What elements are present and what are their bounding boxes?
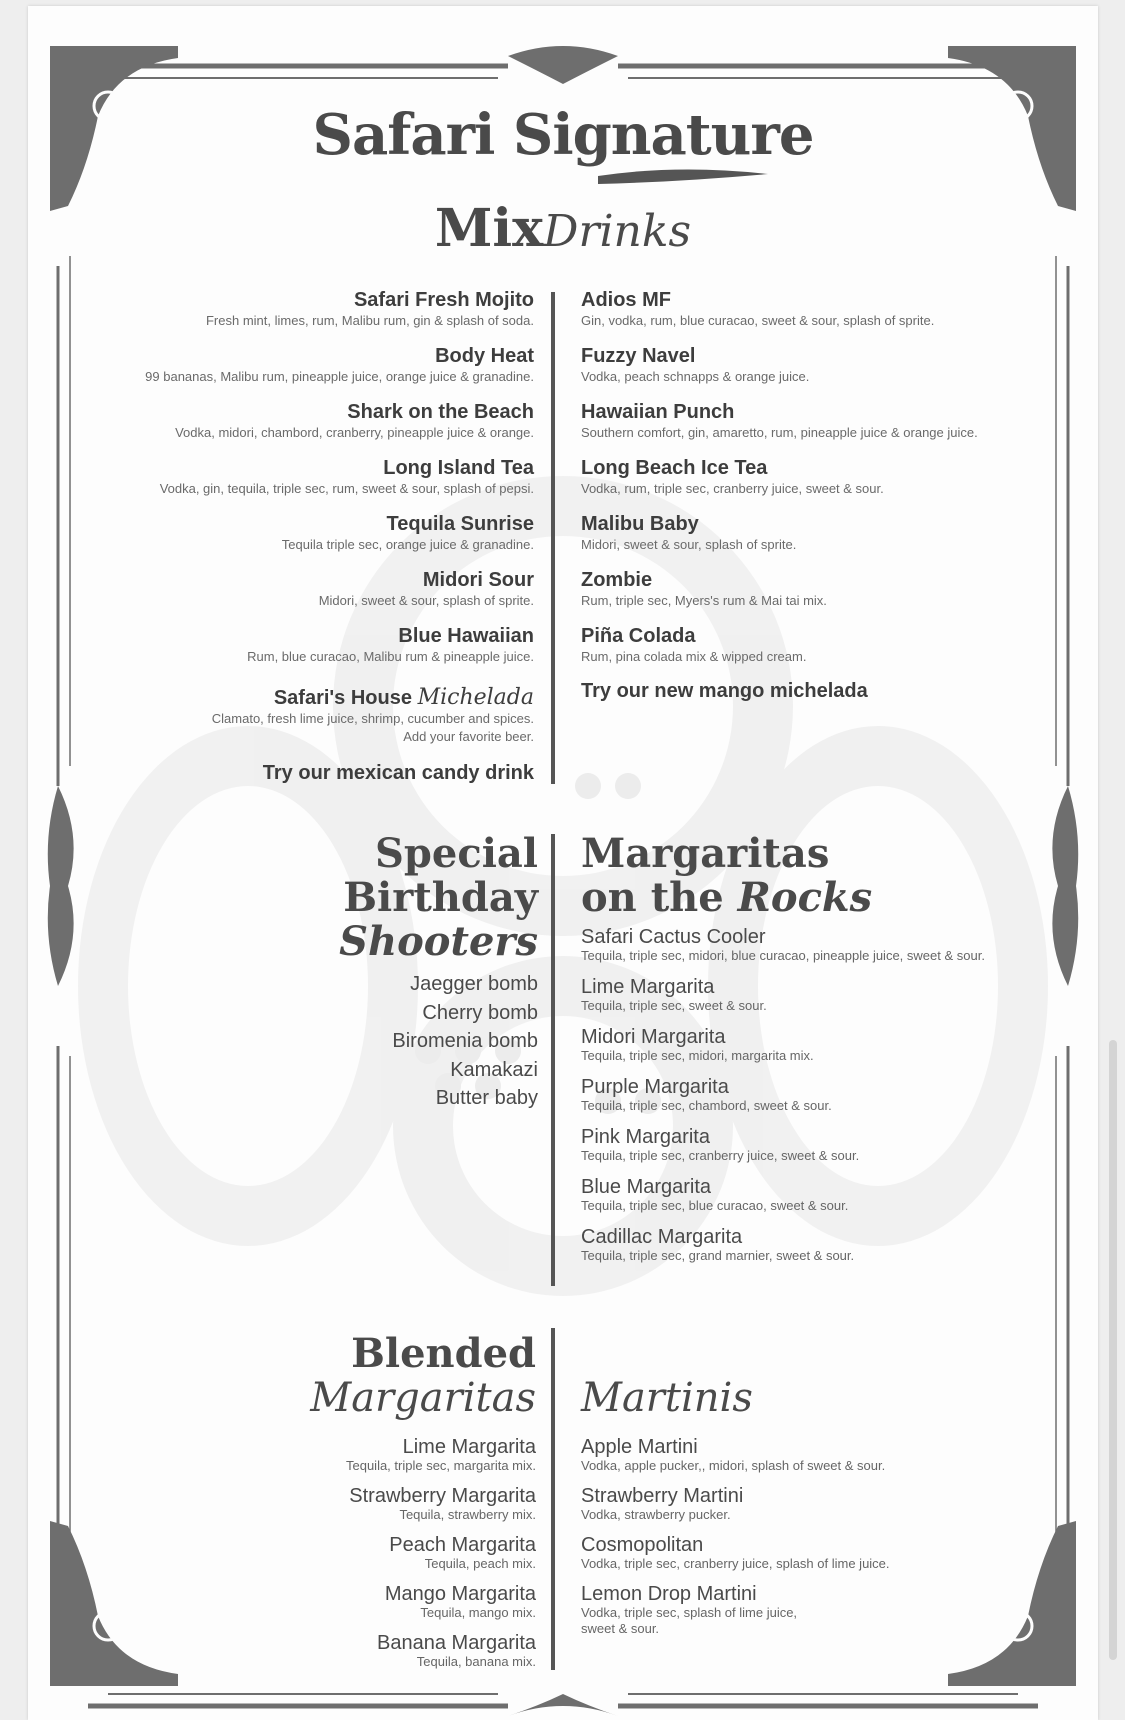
- drink-description: Tequila triple sec, orange juice & granadine.: [281, 537, 534, 552]
- menu-title: Safari Signature: [312, 102, 814, 168]
- drink-name: Lime Margarita: [402, 1436, 536, 1458]
- drink-name: Cadillac Margarita: [581, 1226, 743, 1248]
- blended-script-word: Margaritas: [310, 1375, 536, 1421]
- list-item: [68, 288, 534, 330]
- blended-heading: Blended: [351, 1330, 536, 1377]
- list-item: [581, 1534, 1051, 1572]
- drink-name: [68, 686, 534, 710]
- drink-description: Rum, blue curacao, Malibu rum & pineapple juice.: [247, 649, 534, 664]
- drink-name: Malibu Baby: [581, 513, 699, 535]
- rocks-heading-line1: Margaritas: [581, 830, 830, 877]
- drink-name: Apple Martini: [581, 1436, 698, 1458]
- drink-description: Tequila, strawberry mix.: [399, 1507, 536, 1522]
- martinis-script-heading: Martinis: [581, 1375, 753, 1421]
- section-title-mix-drinks: [28, 198, 1098, 259]
- drink-name: Safari Cactus Cooler: [581, 926, 766, 948]
- list-item: [581, 1026, 1071, 1064]
- list-item: [581, 400, 1061, 442]
- list-item: [68, 456, 534, 498]
- mango-michelada-callout: Try our new mango michelada: [581, 680, 868, 702]
- list-item: [581, 344, 1061, 386]
- list-item: [581, 1076, 1071, 1114]
- drink-description: Tequila, triple sec, cranberry juice, sweet & sour.: [581, 1148, 860, 1163]
- list-item: [581, 1176, 1071, 1214]
- shooters-heading-line2: [148, 876, 538, 964]
- rocks-section: [581, 832, 1071, 1276]
- drink-description: Tequila, mango mix.: [420, 1605, 536, 1620]
- drink-name: Blue Margarita: [581, 1176, 712, 1198]
- drink-name: Long Island Tea: [383, 457, 534, 479]
- drink-description: Vodka, rum, triple sec, cranberry juice, sweet & sour.: [581, 481, 884, 496]
- list-item: [148, 1583, 536, 1621]
- list-item: Butter baby: [435, 1087, 538, 1109]
- drink-description: Midori, sweet & sour, splash of sprite.: [318, 593, 534, 608]
- shooters-section: [148, 832, 538, 1113]
- drink-name: Shark on the Beach: [347, 401, 534, 423]
- drink-description: Rum, triple sec, Myers's rum & Mai tai mix.: [581, 593, 827, 608]
- drink-name: Purple Margarita: [581, 1076, 729, 1098]
- menu-page: [28, 6, 1098, 1720]
- mexican-candy-drink-callout: Try our mexican candy drink: [262, 762, 534, 784]
- list-item: [148, 1632, 536, 1670]
- drink-name: Midori Margarita: [581, 1026, 726, 1048]
- drink-name: Blue Hawaiian: [398, 625, 534, 647]
- drink-name: Tequila Sunrise: [386, 513, 534, 535]
- shooters-script-word: Shooters: [339, 918, 538, 965]
- mix-drinks-right-column: [581, 288, 1061, 703]
- list-item: [581, 1226, 1071, 1264]
- drink-description-line2: Add your favorite beer.: [403, 729, 534, 744]
- drink-description: Vodka, triple sec, cranberry juice, splash of lime juice.: [581, 1556, 890, 1571]
- list-item: [68, 512, 534, 554]
- list-item: [581, 624, 1061, 666]
- house-michelada-item: [68, 686, 534, 746]
- drink-description: Tequila, triple sec, grand marnier, sweet & sour.: [581, 1248, 855, 1263]
- drink-name: Midori Sour: [422, 569, 534, 591]
- drink-description: Tequila, triple sec, blue curacao, sweet & sour.: [581, 1198, 849, 1213]
- drink-description: Tequila, peach mix.: [424, 1556, 536, 1571]
- list-item: Kamakazi: [450, 1058, 538, 1081]
- list-item: [148, 1485, 536, 1523]
- drink-name: Peach Margarita: [389, 1534, 536, 1556]
- title-swash: [598, 169, 768, 184]
- drink-name: Cosmopolitan: [581, 1534, 704, 1556]
- drink-description: Fresh mint, limes, rum, Malibu rum, gin & splash of soda.: [205, 313, 534, 328]
- on-the-words: on the: [581, 874, 724, 921]
- list-item: [581, 926, 1071, 964]
- drink-name: Lemon Drop Martini: [581, 1583, 757, 1605]
- drink-name: Strawberry Martini: [581, 1485, 744, 1507]
- list-item: [581, 1126, 1071, 1164]
- list-item: [581, 568, 1061, 610]
- drink-name: Fuzzy Navel: [581, 345, 696, 367]
- drink-name: Zombie: [581, 569, 653, 591]
- list-item: [148, 1436, 536, 1474]
- list-item: [581, 1583, 831, 1637]
- list-item: [148, 1534, 536, 1572]
- drink-description: Vodka, midori, chambord, cranberry, pineapple juice & orange.: [175, 425, 534, 440]
- list-item: [68, 568, 534, 610]
- drink-description: Vodka, triple sec, splash of lime juice, sweet & sour.: [581, 1605, 798, 1636]
- blended-section: [148, 1332, 536, 1681]
- list-item: [581, 1436, 1051, 1474]
- drink-description: Vodka, apple pucker,, midori, splash of sweet & sour.: [581, 1458, 886, 1473]
- list-item: [581, 1485, 1051, 1523]
- rocks-heading-line2: [581, 876, 1071, 920]
- drink-name: Piña Colada: [581, 625, 696, 647]
- drink-description: Vodka, strawberry pucker.: [581, 1507, 731, 1522]
- drink-description: Southern comfort, gin, amaretto, rum, pineapple juice & orange juice.: [581, 425, 978, 440]
- list-item: Biromenia bomb: [392, 1030, 538, 1052]
- shooters-heading-line1: Special: [375, 830, 538, 877]
- drink-description: Tequila, triple sec, margarita mix.: [345, 1458, 536, 1473]
- list-item: Jaegger bomb: [410, 973, 538, 995]
- list-item: [581, 512, 1061, 554]
- drink-description: Gin, vodka, rum, blue curacao, sweet & sour, splash of sprite.: [581, 313, 935, 328]
- drink-description: Midori, sweet & sour, splash of sprite.: [581, 537, 797, 552]
- mix-word: Mix: [434, 198, 544, 259]
- drink-description: Rum, pina colada mix & wipped cream.: [581, 649, 807, 664]
- mix-drinks-left-column: [68, 288, 534, 785]
- michelada-name: Safari's House: [273, 687, 412, 709]
- drinks-script-word: Drinks: [543, 206, 692, 257]
- drink-description: Vodka, gin, tequila, triple sec, rum, sweet & sour, splash of pepsi.: [159, 481, 534, 496]
- drink-name: Hawaiian Punch: [581, 401, 735, 423]
- drink-description: 99 bananas, Malibu rum, pineapple juice, orange juice & granadine.: [145, 369, 534, 384]
- michelada-script-word: Michelada: [417, 685, 534, 710]
- drink-name: Banana Margarita: [377, 1632, 536, 1654]
- drink-description: Tequila, triple sec, sweet & sour.: [581, 998, 767, 1013]
- drink-description: Tequila, triple sec, midori, margarita mix.: [581, 1048, 814, 1063]
- list-item: [581, 976, 1071, 1014]
- drink-name: Body Heat: [435, 345, 534, 367]
- drink-description: Clamato, fresh lime juice, shrimp, cucumber and spices.: [211, 711, 534, 726]
- drink-name: Adios MF: [581, 289, 671, 311]
- drink-name: Mango Margarita: [384, 1583, 536, 1605]
- drink-name: Lime Margarita: [581, 976, 715, 998]
- drink-name: Safari Fresh Mojito: [353, 289, 534, 311]
- drink-name: Pink Margarita: [581, 1126, 710, 1148]
- drink-description: Tequila, banana mix.: [416, 1654, 536, 1669]
- list-item: [68, 344, 534, 386]
- list-item: Cherry bomb: [422, 1001, 538, 1024]
- scrollbar-thumb[interactable]: [1109, 1040, 1117, 1660]
- birthday-word: Birthday: [343, 874, 538, 921]
- drink-description: Tequila, triple sec, chambord, sweet & sour.: [581, 1098, 832, 1113]
- drink-description: Tequila, triple sec, midori, blue curacao, pineapple juice, sweet & sour.: [581, 948, 985, 963]
- list-item: [68, 624, 534, 666]
- list-item: [581, 456, 1061, 498]
- list-item: [581, 288, 1061, 330]
- rocks-script-word: Rocks: [737, 874, 873, 921]
- list-item: [68, 400, 534, 442]
- martinis-section: [581, 1376, 1051, 1648]
- drink-name: Long Beach Ice Tea: [581, 457, 768, 479]
- drink-description: Vodka, peach schnapps & orange juice.: [581, 369, 810, 384]
- drink-name: Strawberry Margarita: [349, 1485, 536, 1507]
